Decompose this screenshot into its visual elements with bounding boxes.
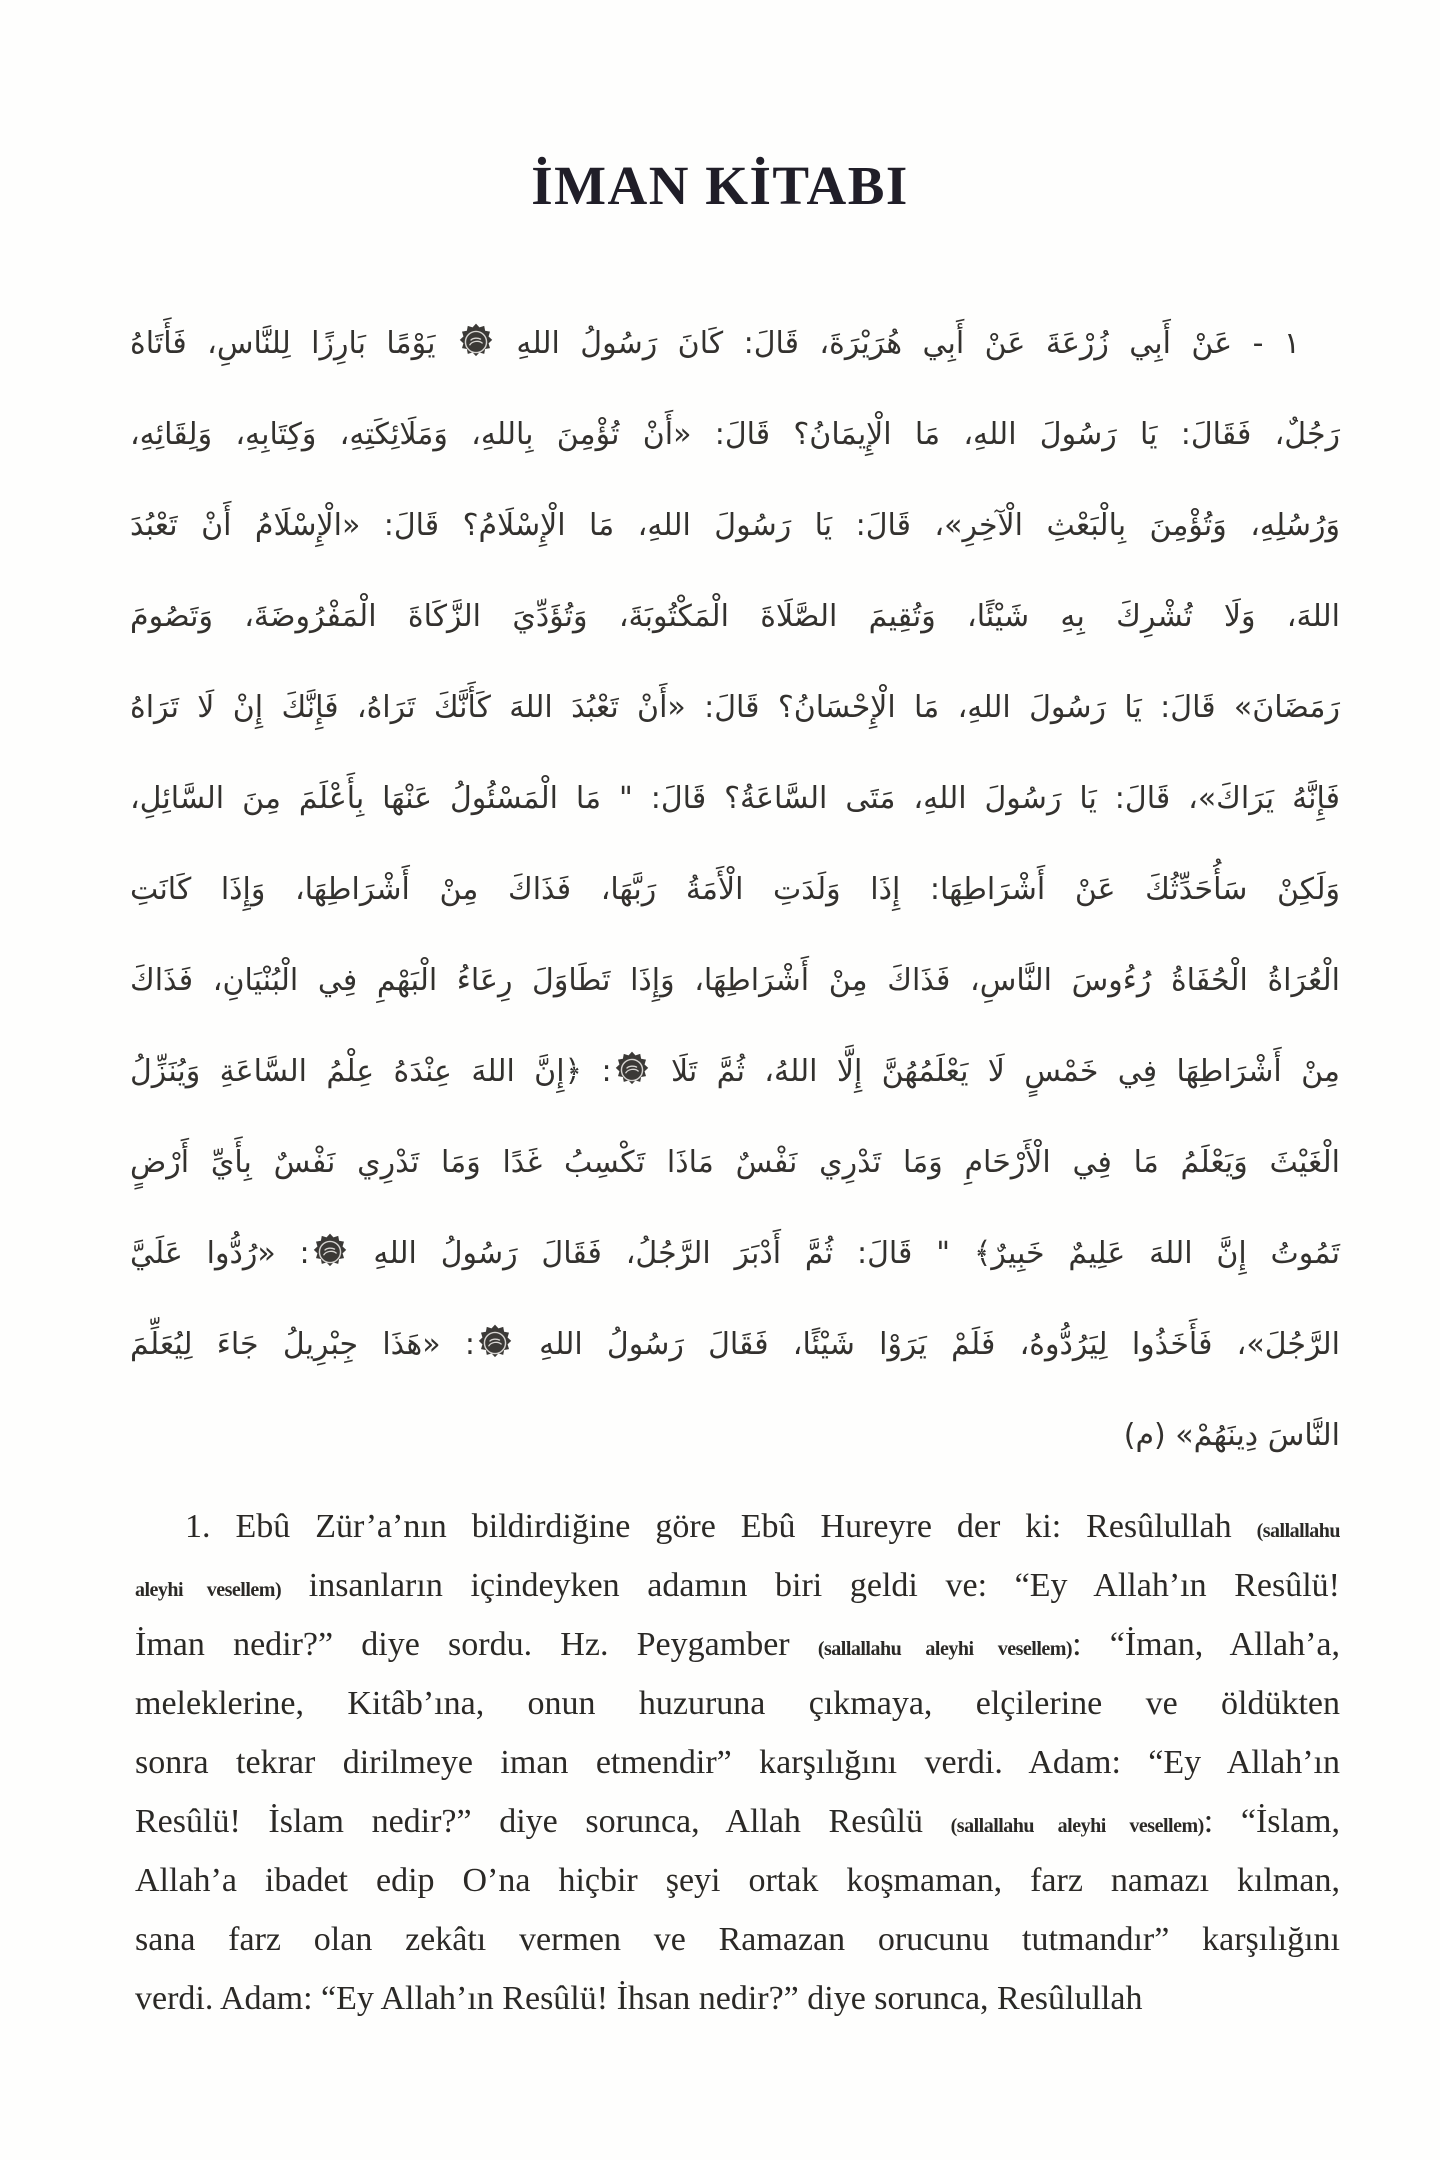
arabic-line — [130, 935, 1340, 1026]
arabic-text-segment: رَمَضَانَ» قَالَ: يَا رَسُولَ اللهِ، مَا الْإِحْسَانُ؟ قَالَ: «أَنْ تَعْبُدَ اللهَ كَأَنَّكَ تَرَاهُ، فَإِنَّكَ إِنْ لَا تَرَاهُ — [130, 690, 1340, 725]
turkish-text-segment: : “İman, Allah’a, — [1072, 1626, 1340, 1663]
arabic-text-segment: وَرُسُلِهِ، وَتُؤْمِنَ بِالْبَعْثِ الْآخِرِ»، قَالَ: يَا رَسُولَ اللهِ، مَا الْإِسْلَامُ؟ قَالَ: «الْإِسْلَامُ أَنْ تَعْبُدَ — [130, 508, 1340, 543]
turkish-text-segment: Allah’a ibadet edip O’na hiçbir şeyi ortak koşmaman, farz namazı kılman, — [135, 1862, 1340, 1899]
arabic-line — [130, 753, 1340, 844]
salutation-parenthetical: (sallallahu aleyhi vesellem) — [817, 1638, 1073, 1660]
arabic-line — [130, 389, 1340, 480]
arabic-text-segment: مِنْ أَشْرَاطِهَا فِي خَمْسٍ لَا يَعْلَمُهُنَّ إِلَّا اللهُ، ثُمَّ تَلَا — [651, 1054, 1340, 1089]
arabic-text-segment: اللهَ، وَلَا تُشْرِكَ بِهِ شَيْئًا، وَتُقِيمَ الصَّلَاةَ الْمَكْتُوبَةَ، وَتُؤَدِّيَ الزَّكَاةَ الْمَفْرُوضَةَ، وَتَصُومَ — [130, 599, 1340, 634]
turkish-text-segment: İman nedir?” diye sordu. Hz. Peygamber — [135, 1626, 818, 1663]
salutation-parenthetical: (sallallahu — [1256, 1520, 1340, 1542]
turkish-text-segment: verdi. Adam: “Ey Allah’ın Resûlü! İhsan nedir?” diye sorunca, Resûlullah — [135, 1980, 1143, 2017]
arabic-text-segment: النَّاسَ دِينَهُمْ» (م) — [1123, 1418, 1340, 1453]
arabic-text-segment: رَجُلٌ، فَقَالَ: يَا رَسُولَ اللهِ، مَا الْإِيمَانُ؟ قَالَ: «أَنْ تُؤْمِنَ بِاللهِ، وَمَلَائِكَتِهِ، وَكِتَابِهِ، وَلِقَائِهِ، — [130, 417, 1340, 452]
arabic-text-segment: تَمُوتُ إِنَّ اللهَ عَلِيمٌ خَبِيرٌ﴾ " قَالَ: ثُمَّ أَدْبَرَ الرَّجُلُ، فَقَالَ رَسُولُ اللهِ — [349, 1236, 1340, 1271]
turkish-line — [135, 1733, 1340, 1792]
hadith-translation-text — [135, 1497, 1340, 2028]
arabic-line — [130, 1117, 1340, 1208]
page-title: İMAN KİTABI — [531, 155, 909, 216]
hadith-arabic-text — [130, 298, 1340, 1481]
arabic-text-segment: : «رُدُّوا عَلَيَّ — [130, 1236, 310, 1271]
arabic-line — [130, 480, 1340, 571]
arabic-text-segment: يَوْمًا بَارِزًا لِلنَّاسِ، فَأَتَاهُ — [130, 326, 456, 361]
prophet-honorific-icon — [310, 1232, 350, 1272]
turkish-line — [135, 1851, 1340, 1910]
arabic-line — [130, 298, 1340, 389]
turkish-text-segment: meleklerine, Kitâb’ına, onun huzuruna çıkmaya, elçilerine ve öldükten — [135, 1685, 1340, 1722]
turkish-text-segment: Resûlü! İslam nedir?” diye sorunca, Allah Resûlü — [135, 1803, 951, 1840]
arabic-line — [130, 571, 1340, 662]
turkish-text-segment: sana farz olan zekâtı vermen ve Ramazan orucunu tutmandır” karşılığını — [135, 1921, 1340, 1958]
prophet-honorific-icon — [612, 1050, 652, 1090]
prophet-honorific-icon — [475, 1323, 515, 1363]
arabic-text-segment: : «هَذَا جِبْرِيلُ جَاءَ لِيُعَلِّمَ — [130, 1327, 475, 1362]
turkish-line — [135, 1674, 1340, 1733]
arabic-text-segment: الْغَيْثَ وَيَعْلَمُ مَا فِي الْأَرْحَامِ وَمَا تَدْرِي نَفْسٌ مَاذَا تَكْسِبُ غَدًا وَمَا تَدْرِي نَفْسٌ بِأَيِّ أَرْضٍ — [130, 1145, 1340, 1180]
turkish-line — [135, 1556, 1340, 1615]
prophet-honorific-icon — [456, 322, 496, 362]
arabic-line — [130, 1026, 1340, 1117]
turkish-line — [135, 1969, 1340, 2028]
turkish-text-segment: sonra tekrar dirilmeye iman etmendir” karşılığını verdi. Adam: “Ey Allah’ın — [135, 1744, 1340, 1781]
turkish-line — [135, 1910, 1340, 1969]
arabic-line — [130, 1299, 1340, 1390]
salutation-parenthetical: aleyhi vesellem) — [135, 1579, 282, 1601]
arabic-line — [130, 1390, 1340, 1481]
turkish-line — [135, 1615, 1340, 1674]
turkish-line — [135, 1497, 1340, 1556]
arabic-text-segment: فَإِنَّهُ يَرَاكَ»، قَالَ: يَا رَسُولَ اللهِ، مَتَى السَّاعَةُ؟ قَالَ: " مَا الْمَسْئُولُ عَنْهَا بِأَعْلَمَ مِنَ السَّائِلِ، — [130, 781, 1340, 816]
arabic-text-segment: ١ - عَنْ أَبِي زُرْعَةَ عَنْ أَبِي هُرَيْرَةَ، قَالَ: كَانَ رَسُولُ اللهِ — [495, 326, 1301, 361]
turkish-text-segment: : “İslam, — [1203, 1803, 1340, 1840]
turkish-text-segment: 1. Ebû Zür’a’nın bildirdiğine göre Ebû Hureyre der ki: Resûlullah — [185, 1508, 1257, 1545]
arabic-text-segment: : ﴿إِنَّ اللهَ عِنْدَهُ عِلْمُ السَّاعَةِ وَيُنَزِّلُ — [130, 1054, 612, 1089]
arabic-line — [130, 844, 1340, 935]
arabic-text-segment: وَلَكِنْ سَأُحَدِّثُكَ عَنْ أَشْرَاطِهَا: إِذَا وَلَدَتِ الْأَمَةُ رَبَّهَا، فَذَاكَ مِنْ أَشْرَاطِهَا، وَإِذَا كَانَتِ — [130, 872, 1340, 907]
arabic-line — [130, 1208, 1340, 1299]
arabic-line — [130, 662, 1340, 753]
turkish-line — [135, 1792, 1340, 1851]
salutation-parenthetical: (sallallahu aleyhi vesellem) — [950, 1815, 1204, 1837]
turkish-text-segment: insanların içindeyken adamın biri geldi ve: “Ey Allah’ın Resûlü! — [281, 1567, 1340, 1604]
arabic-text-segment: الرَّجُلَ»، فَأَخَذُوا لِيَرُدُّوهُ، فَلَمْ يَرَوْا شَيْئًا، فَقَالَ رَسُولُ اللهِ — [514, 1327, 1340, 1362]
arabic-text-segment: الْعُرَاةُ الْحُفَاةُ رُءُوسَ النَّاسِ، فَذَاكَ مِنْ أَشْرَاطِهَا، وَإِذَا تَطَاوَلَ رِعَاءُ الْبَهْمِ فِي الْبُنْيَانِ، فَذَاكَ — [130, 963, 1340, 998]
